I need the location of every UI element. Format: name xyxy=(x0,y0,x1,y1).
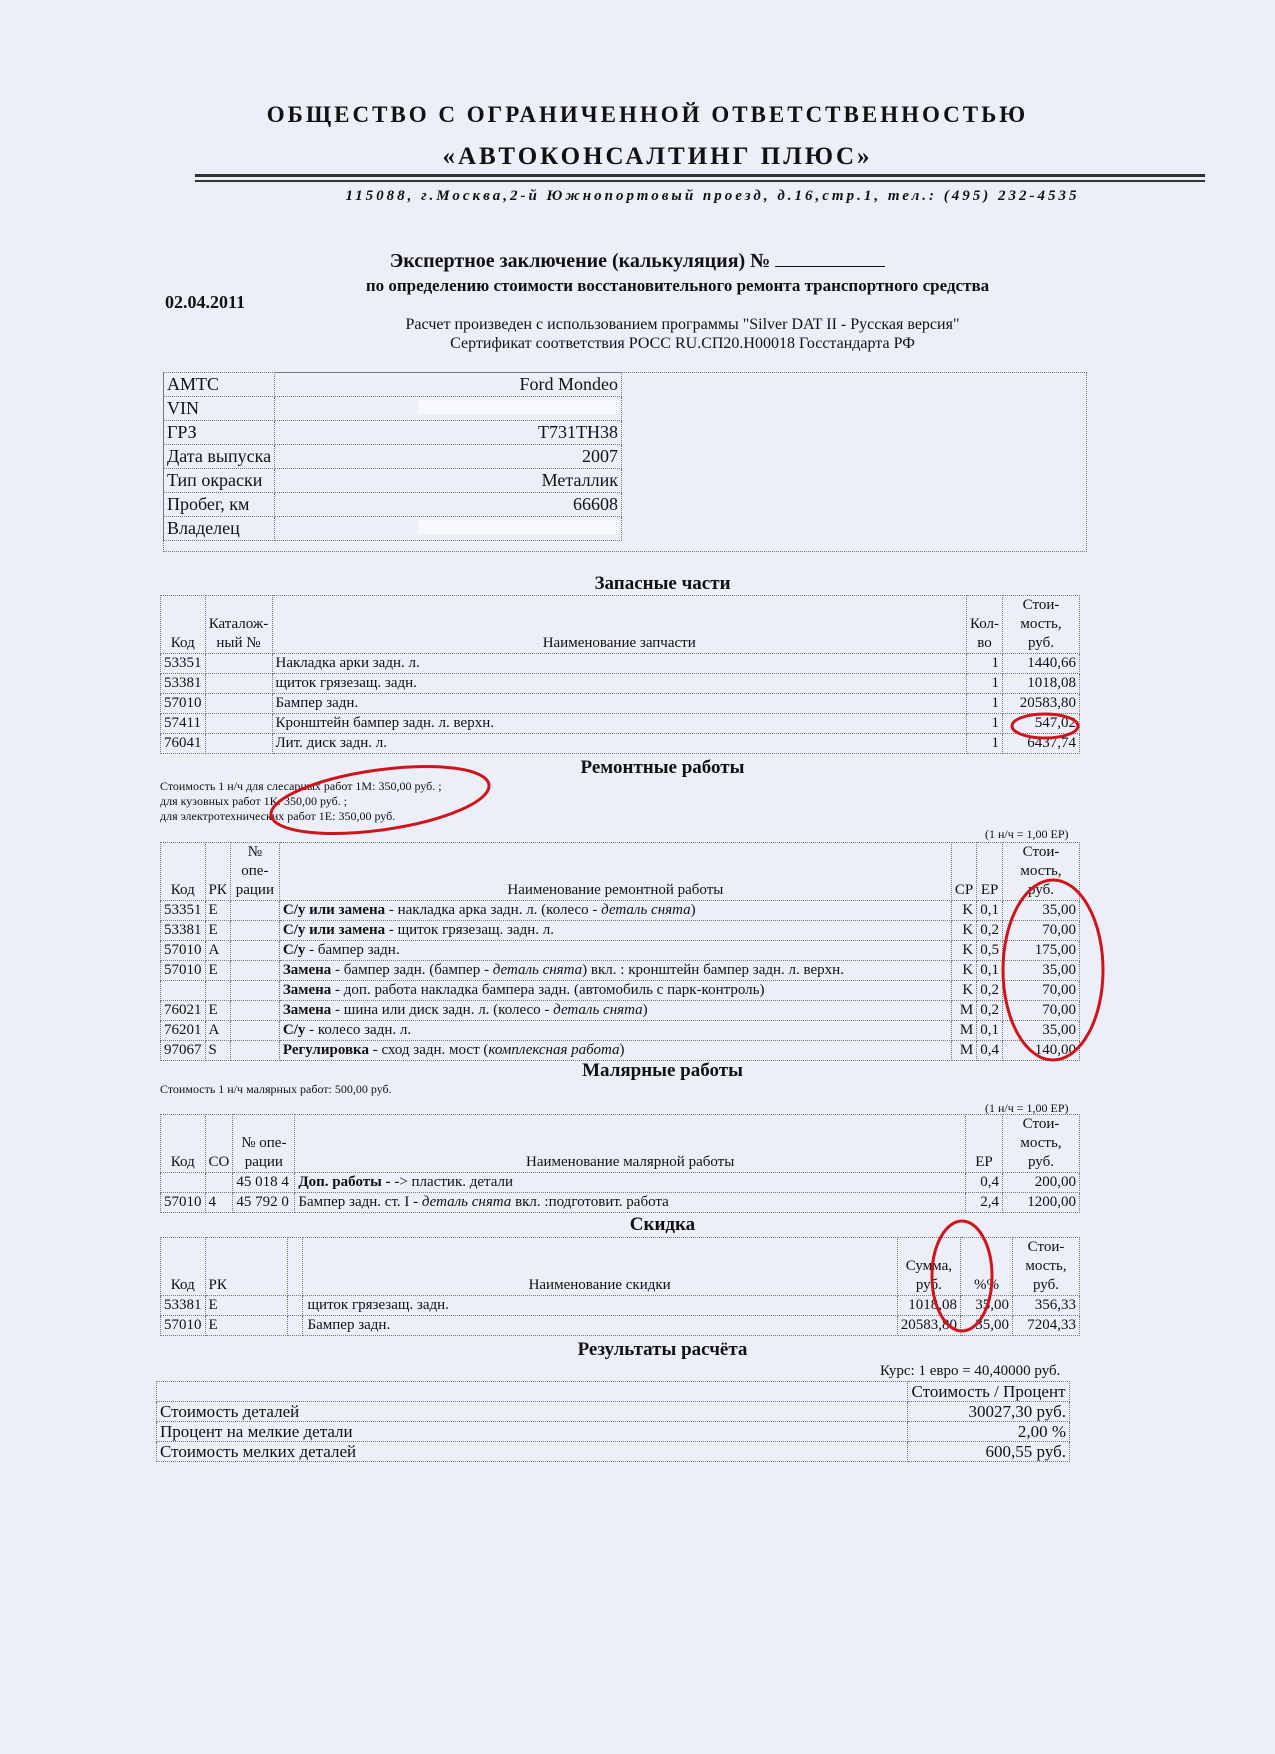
code: 76021 xyxy=(161,1001,206,1021)
table-row xyxy=(161,654,1080,674)
org-name: «АВТОКОНСАЛТИНГ ПЛЮС» xyxy=(442,143,873,170)
rk: E xyxy=(205,961,230,981)
field-label: Тип окраски xyxy=(164,469,275,493)
operation-number xyxy=(230,941,279,961)
table-row xyxy=(164,373,622,397)
rk: A xyxy=(205,941,230,961)
results-table xyxy=(156,1381,1070,1462)
result-value: 30027,30 руб. xyxy=(908,1402,1070,1422)
work-note: деталь снята xyxy=(601,902,691,918)
header-rule xyxy=(195,174,1205,177)
work-desc: - бампер задн. (бампер - xyxy=(331,962,493,978)
col-value: Стоимость / Процент xyxy=(908,1382,1070,1402)
work-desc: - доп. работа накладка бампера задн. (автомобиль с парк-контроль) xyxy=(331,982,765,998)
work-desc: - накладка арка задн. л. (колесо - xyxy=(385,902,602,918)
col-sum: Сумма, руб. xyxy=(897,1238,960,1296)
discount-heading: Скидка xyxy=(629,1214,696,1235)
table-row xyxy=(164,469,622,493)
code: 53381 xyxy=(161,921,206,941)
ep: 2,4 xyxy=(966,1193,1003,1213)
so: 4 xyxy=(205,1193,233,1213)
work-type: Замена xyxy=(282,982,332,998)
cost: 35,00 xyxy=(1003,961,1080,981)
table-row xyxy=(161,941,1080,961)
field-label: АМТС xyxy=(164,373,275,397)
operation-number: 45 018 4 xyxy=(233,1173,295,1193)
field-label: Владелец xyxy=(164,517,275,541)
col-name: Наименование малярной работы xyxy=(295,1115,966,1173)
code: 53381 xyxy=(161,1296,206,1316)
ep: 0,2 xyxy=(977,921,1003,941)
operation-number xyxy=(230,1041,279,1061)
work-desc: Бампер задн. ст. I - xyxy=(298,1194,422,1210)
field-value xyxy=(275,517,622,541)
exchange-rate: Курс: 1 евро = 40,40000 руб. xyxy=(880,1363,1061,1379)
col-ep: ЕР xyxy=(977,843,1003,901)
so xyxy=(205,1173,233,1193)
part-name: Бампер задн. xyxy=(272,694,966,714)
col-rk: РК xyxy=(205,843,230,901)
work-desc-end: вкл. :подготовит. работа xyxy=(511,1194,669,1210)
org-address: 115088, г.Москва,2-й Южнопортовый проезд, д.16,стр.1, тел.: (495) 232-4535 xyxy=(345,188,1080,204)
rk: E xyxy=(205,1296,287,1316)
table-row xyxy=(161,1021,1080,1041)
work-name xyxy=(295,1173,966,1193)
work-note: комплексная работа xyxy=(488,1042,620,1058)
code xyxy=(161,1173,206,1193)
work-desc: - бампер задн. xyxy=(305,942,400,958)
field-value: Ford Mondeo xyxy=(275,373,622,397)
repair-unit-note: (1 н/ч = 1,00 ЕР) xyxy=(985,827,1069,841)
field-value: Металлик xyxy=(275,469,622,493)
cost: 175,00 xyxy=(1003,941,1080,961)
work-name xyxy=(279,941,951,961)
doc-date: 02.04.2011 xyxy=(165,292,246,312)
work-type: С/у xyxy=(282,1022,306,1038)
table-row xyxy=(161,1173,1080,1193)
work-desc-end: ) xyxy=(619,1042,625,1058)
cost: 1018,08 xyxy=(1003,674,1080,694)
col-ep: ЕР xyxy=(966,1115,1003,1173)
redacted-value xyxy=(418,400,618,414)
table-row xyxy=(161,694,1080,714)
code: 57010 xyxy=(161,1316,206,1336)
col-name: Наименование запчасти xyxy=(272,596,966,654)
quantity: 1 xyxy=(966,654,1002,674)
field-value: 2007 xyxy=(275,445,622,469)
table-row xyxy=(164,445,622,469)
quantity: 1 xyxy=(966,714,1002,734)
quantity: 1 xyxy=(966,734,1002,754)
operation-number xyxy=(230,1021,279,1041)
code: 76201 xyxy=(161,1021,206,1041)
sr: M xyxy=(951,1021,976,1041)
quantity: 1 xyxy=(966,674,1002,694)
table-row xyxy=(161,1316,1080,1336)
catalog-number xyxy=(205,714,272,734)
work-desc-end: ) вкл. : кронштейн бампер задн. л. верхн. xyxy=(582,962,844,978)
program-note: Расчет произведен с использованием программы "Silver DAT II - Русская версия" xyxy=(405,316,960,333)
rk: E xyxy=(205,1001,230,1021)
table-row xyxy=(161,1193,1080,1213)
result-label: Стоимость мелких деталей xyxy=(157,1442,908,1462)
field-label: VIN xyxy=(164,397,275,421)
cost: 35,00 xyxy=(1003,901,1080,921)
table-row xyxy=(164,493,622,517)
rk: S xyxy=(205,1041,230,1061)
work-type: С/у или замена xyxy=(282,922,386,938)
table-row xyxy=(161,674,1080,694)
cost: 200,00 xyxy=(1003,1173,1080,1193)
discount-table xyxy=(160,1237,1080,1336)
ep: 0,5 xyxy=(977,941,1003,961)
operation-number xyxy=(230,1001,279,1021)
quantity: 1 xyxy=(966,694,1002,714)
work-desc: -> пластик. детали xyxy=(394,1174,514,1190)
table-row xyxy=(161,1041,1080,1061)
field-value xyxy=(275,397,622,421)
work-desc-end: ) xyxy=(642,1002,648,1018)
cost: 6437,74 xyxy=(1003,734,1080,754)
work-desc: - колесо задн. л. xyxy=(305,1022,412,1038)
rate-line: для кузовных работ 1К: 350,00 руб. ; xyxy=(160,794,348,808)
part-name: Кронштейн бампер задн. л. верхн. xyxy=(272,714,966,734)
table-row xyxy=(164,421,622,445)
col-cost: Стои-мость, руб. xyxy=(1003,596,1080,654)
ep: 0,4 xyxy=(977,1041,1003,1061)
code: 57010 xyxy=(161,1193,206,1213)
col-code: Код xyxy=(161,596,206,654)
rk: E xyxy=(205,901,230,921)
table-row xyxy=(161,921,1080,941)
operation-number: 45 792 0 xyxy=(233,1193,295,1213)
col-op: № опе-рации xyxy=(233,1115,295,1173)
table-row xyxy=(161,734,1080,754)
work-type: С/у xyxy=(282,942,306,958)
work-name xyxy=(279,1021,951,1041)
work-note: деталь снята xyxy=(492,962,583,978)
field-label: Пробег, км xyxy=(164,493,275,517)
doc-number-blank xyxy=(775,266,885,267)
col-so: СО xyxy=(205,1115,233,1173)
work-type: Замена xyxy=(282,962,332,978)
rate-line: Стоимость 1 н/ч для слесарных работ 1М: 350,00 руб. ; xyxy=(160,779,442,793)
col-pct: %% xyxy=(961,1238,1013,1296)
work-type: Замена xyxy=(282,1002,332,1018)
work-note: деталь снята xyxy=(553,1002,643,1018)
table-row xyxy=(161,901,1080,921)
code: 53351 xyxy=(161,901,206,921)
col-cost: Стои-мость, руб. xyxy=(1013,1238,1080,1296)
code: 57010 xyxy=(161,941,206,961)
result-value: 2,00 % xyxy=(908,1422,1070,1442)
work-desc: - щиток грязезащ. задн. л. xyxy=(385,922,555,938)
table-row xyxy=(164,517,622,541)
col-code: Код xyxy=(161,843,206,901)
col-catalog: Каталож-ный № xyxy=(205,596,272,654)
work-name xyxy=(279,961,951,981)
sum: 1018,08 xyxy=(897,1296,960,1316)
col-blank xyxy=(287,1238,302,1296)
col-qty: Кол-во xyxy=(966,596,1002,654)
blank xyxy=(287,1316,302,1336)
cost: 70,00 xyxy=(1003,1001,1080,1021)
cost: 70,00 xyxy=(1003,921,1080,941)
part-name: щиток грязезащ. задн. xyxy=(272,674,966,694)
repair-table xyxy=(160,842,1080,1061)
work-note: деталь снята xyxy=(421,1194,512,1210)
cost: 20583,80 xyxy=(1003,694,1080,714)
cost: 356,33 xyxy=(1013,1296,1080,1316)
percent: 35,00 xyxy=(961,1316,1013,1336)
table-row xyxy=(157,1402,1070,1422)
work-desc-end: ) xyxy=(690,902,696,918)
table-row xyxy=(157,1422,1070,1442)
col-code: Код xyxy=(161,1115,206,1173)
field-value: 66608 xyxy=(275,493,622,517)
table-row xyxy=(161,1001,1080,1021)
sr: M xyxy=(951,1041,976,1061)
col-sr: СР xyxy=(951,843,976,901)
code: 97067 xyxy=(161,1041,206,1061)
paint-table xyxy=(160,1114,1080,1213)
catalog-number xyxy=(205,734,272,754)
sr: K xyxy=(951,921,976,941)
col-rk: РК xyxy=(205,1238,287,1296)
table-row xyxy=(157,1442,1070,1462)
operation-number xyxy=(230,981,279,1001)
work-desc: - шина или диск задн. л. (колесо - xyxy=(331,1002,554,1018)
catalog-number xyxy=(205,674,272,694)
parts-table xyxy=(160,595,1080,754)
cost: 140,00 xyxy=(1003,1041,1080,1061)
code: 53381 xyxy=(161,674,206,694)
table-row xyxy=(161,981,1080,1001)
sr: K xyxy=(951,981,976,1001)
result-label: Стоимость деталей xyxy=(157,1402,908,1422)
redacted-value xyxy=(418,520,618,534)
col-cost: Стои-мость, руб. xyxy=(1003,843,1080,901)
col-name: Наименование скидки xyxy=(302,1238,897,1296)
ep: 0,2 xyxy=(977,981,1003,1001)
parts-heading: Запасные части xyxy=(594,573,731,594)
field-value: Т731ТН38 xyxy=(275,421,622,445)
code xyxy=(161,981,206,1001)
operation-number xyxy=(230,961,279,981)
discount-name: щиток грязезащ. задн. xyxy=(302,1296,897,1316)
header-rule-thin xyxy=(195,180,1205,182)
vehicle-table xyxy=(163,372,622,541)
result-label: Процент на мелкие детали xyxy=(157,1422,908,1442)
rk: E xyxy=(205,921,230,941)
catalog-number xyxy=(205,694,272,714)
col-name: Наименование ремонтной работы xyxy=(279,843,951,901)
field-label: Дата выпуска xyxy=(164,445,275,469)
work-name xyxy=(279,1001,951,1021)
repair-heading: Ремонтные работы xyxy=(580,757,745,778)
doc-title-text: Экспертное заключение (калькуляция) № xyxy=(389,250,771,272)
cost: 70,00 xyxy=(1003,981,1080,1001)
part-name: Лит. диск задн. л. xyxy=(272,734,966,754)
work-name xyxy=(279,981,951,1001)
sr: K xyxy=(951,901,976,921)
results-heading: Результаты расчёта xyxy=(577,1339,748,1360)
code: 57411 xyxy=(161,714,206,734)
rate-line: для электротехнических работ 1Е: 350,00 руб. xyxy=(160,809,396,823)
certificate-note: Сертификат соответствия РОСС RU.СП20.Н00018 Госстандарта РФ xyxy=(450,335,915,352)
catalog-number xyxy=(205,654,272,674)
ep: 0,1 xyxy=(977,901,1003,921)
field-label: ГРЗ xyxy=(164,421,275,445)
paint-rate: Стоимость 1 н/ч малярных работ: 500,00 руб. xyxy=(160,1082,392,1096)
table-row xyxy=(161,714,1080,734)
work-type: С/у или замена xyxy=(282,902,386,918)
work-type: Регулировка xyxy=(282,1042,369,1058)
ep: 0,1 xyxy=(977,961,1003,981)
work-name xyxy=(279,921,951,941)
percent: 35,00 xyxy=(961,1296,1013,1316)
cost: 1200,00 xyxy=(1003,1193,1080,1213)
work-name xyxy=(279,901,951,921)
rk xyxy=(205,981,230,1001)
code: 76041 xyxy=(161,734,206,754)
discount-name: Бампер задн. xyxy=(302,1316,897,1336)
sum: 20583,80 xyxy=(897,1316,960,1336)
org-type: ОБЩЕСТВО С ОГРАНИЧЕННОЙ ОТВЕТСТВЕННОСТЬЮ xyxy=(266,102,1029,127)
code: 57010 xyxy=(161,694,206,714)
doc-title xyxy=(0,250,1275,273)
col-code: Код xyxy=(161,1238,206,1296)
blank xyxy=(287,1296,302,1316)
ep: 0,2 xyxy=(977,1001,1003,1021)
sr: M xyxy=(951,1001,976,1021)
work-name xyxy=(279,1041,951,1061)
operation-number xyxy=(230,921,279,941)
sr: K xyxy=(951,961,976,981)
paint-heading: Малярные работы xyxy=(582,1060,743,1081)
cost: 35,00 xyxy=(1003,1021,1080,1041)
cost: 547,02 xyxy=(1003,714,1080,734)
col-label xyxy=(157,1382,908,1402)
sr: K xyxy=(951,941,976,961)
code: 57010 xyxy=(161,961,206,981)
code: 53351 xyxy=(161,654,206,674)
cost: 7204,33 xyxy=(1013,1316,1080,1336)
cost: 1440,66 xyxy=(1003,654,1080,674)
repair-rates xyxy=(160,779,442,824)
work-name xyxy=(295,1193,966,1213)
part-name: Накладка арки задн. л. xyxy=(272,654,966,674)
work-type: Доп. работы - xyxy=(298,1174,395,1190)
ep: 0,1 xyxy=(977,1021,1003,1041)
col-op: № опе-рации xyxy=(230,843,279,901)
table-row xyxy=(161,961,1080,981)
result-value: 600,55 руб. xyxy=(908,1442,1070,1462)
paint-unit-note: (1 н/ч = 1,00 ЕР) xyxy=(985,1101,1069,1115)
table-row xyxy=(164,397,622,421)
rk: A xyxy=(205,1021,230,1041)
rk: E xyxy=(205,1316,287,1336)
col-cost: Стои-мость, руб. xyxy=(1003,1115,1080,1173)
ep: 0,4 xyxy=(966,1173,1003,1193)
table-row xyxy=(161,1296,1080,1316)
work-desc: - сход задн. мост ( xyxy=(368,1042,489,1058)
doc-subtitle: по определению стоимости восстановительного ремонта транспортного средства xyxy=(365,276,990,295)
operation-number xyxy=(230,901,279,921)
